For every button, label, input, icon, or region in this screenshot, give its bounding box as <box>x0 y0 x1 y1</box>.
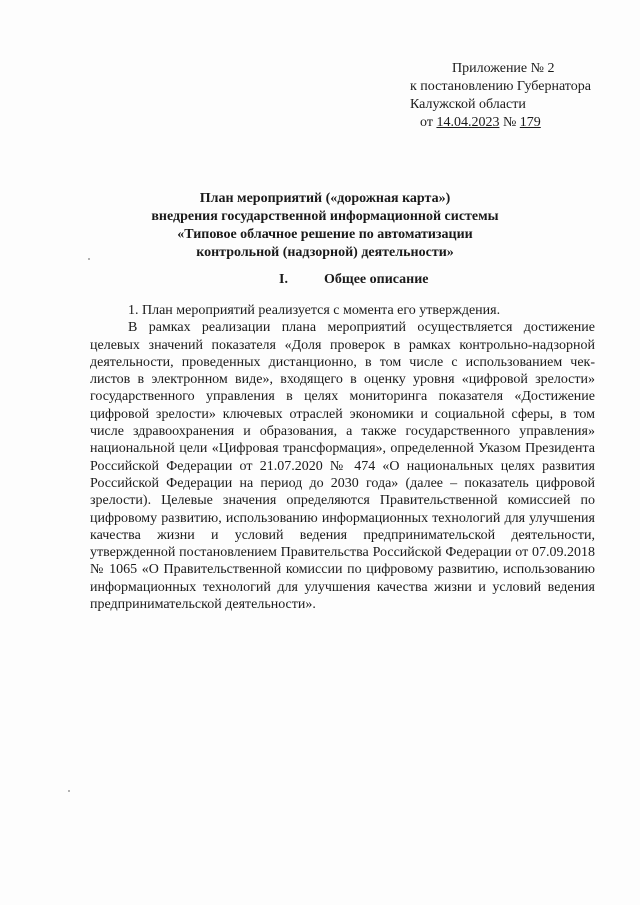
section-title: Общее описание <box>324 272 429 287</box>
appendix-label: Приложение № 2 <box>452 61 555 76</box>
appendix-number: 179 <box>519 115 541 130</box>
appendix-region: Калужской области <box>410 97 526 112</box>
paragraph-1: 1. План мероприятий реализуется с момента его утверждения. <box>128 303 501 318</box>
title-line-2: внедрения государственной информационной системы <box>151 209 499 224</box>
title-line-1: План мероприятий («дорожная карта») <box>199 191 451 206</box>
scan-speck <box>68 790 70 792</box>
document-title <box>120 190 530 262</box>
appendix-date-number <box>394 114 614 132</box>
scan-speck <box>88 258 90 260</box>
paragraph-2: В рамках реализации плана мероприятий осуществляется достижение целевых значений показателя «Доля проверок в рамках контрольно-надзорной деятельности, проведенных дистанционно, в том числе с использованием чек-листов в электронном виде», входящего в оценку уровня «цифровой зрелости» государственного управления в целях мониторинга показателя «Достижение цифровой зрелости» ключевых отраслей экономики и социальной сферы, в том числе здравоохранения и образования, а также государственного управления» национальной цели «Цифровая трансформация», определенной Указом Президента Российской Федерации от 21.07.2020 № 474 «О национальных целях развития Российской Федерации на период до 2030 года» (далее – показатель цифровой зрелости). Целевые значения определяются Правительственной комиссией по цифровому развитию, использованию информационных технологий для улучшения качества жизни и условий ведения предпринимательской деятельности, утвержденной постановлением Правительства Российской Федерации от 07.09.2018 № 1065 «О Правительственной комиссии по цифровому развитию, использованию информационных технологий для улучшения качества жизни и условий ведения предпринимательской деятельности». <box>90 320 595 613</box>
appendix-date: 14.04.2023 <box>436 115 500 130</box>
section-number: I. <box>279 272 288 287</box>
appendix-number-sign: № <box>502 115 517 130</box>
title-line-3: «Типовое облачное решение по автоматизации <box>177 227 473 242</box>
appendix-date-prefix: от <box>420 115 433 130</box>
appendix-decree-ref: к постановлению Губернатора <box>410 79 591 94</box>
title-line-4: контрольной (надзорной) деятельности» <box>196 245 454 260</box>
body-text <box>90 302 595 613</box>
section-heading <box>279 271 429 289</box>
appendix-header <box>394 60 614 132</box>
